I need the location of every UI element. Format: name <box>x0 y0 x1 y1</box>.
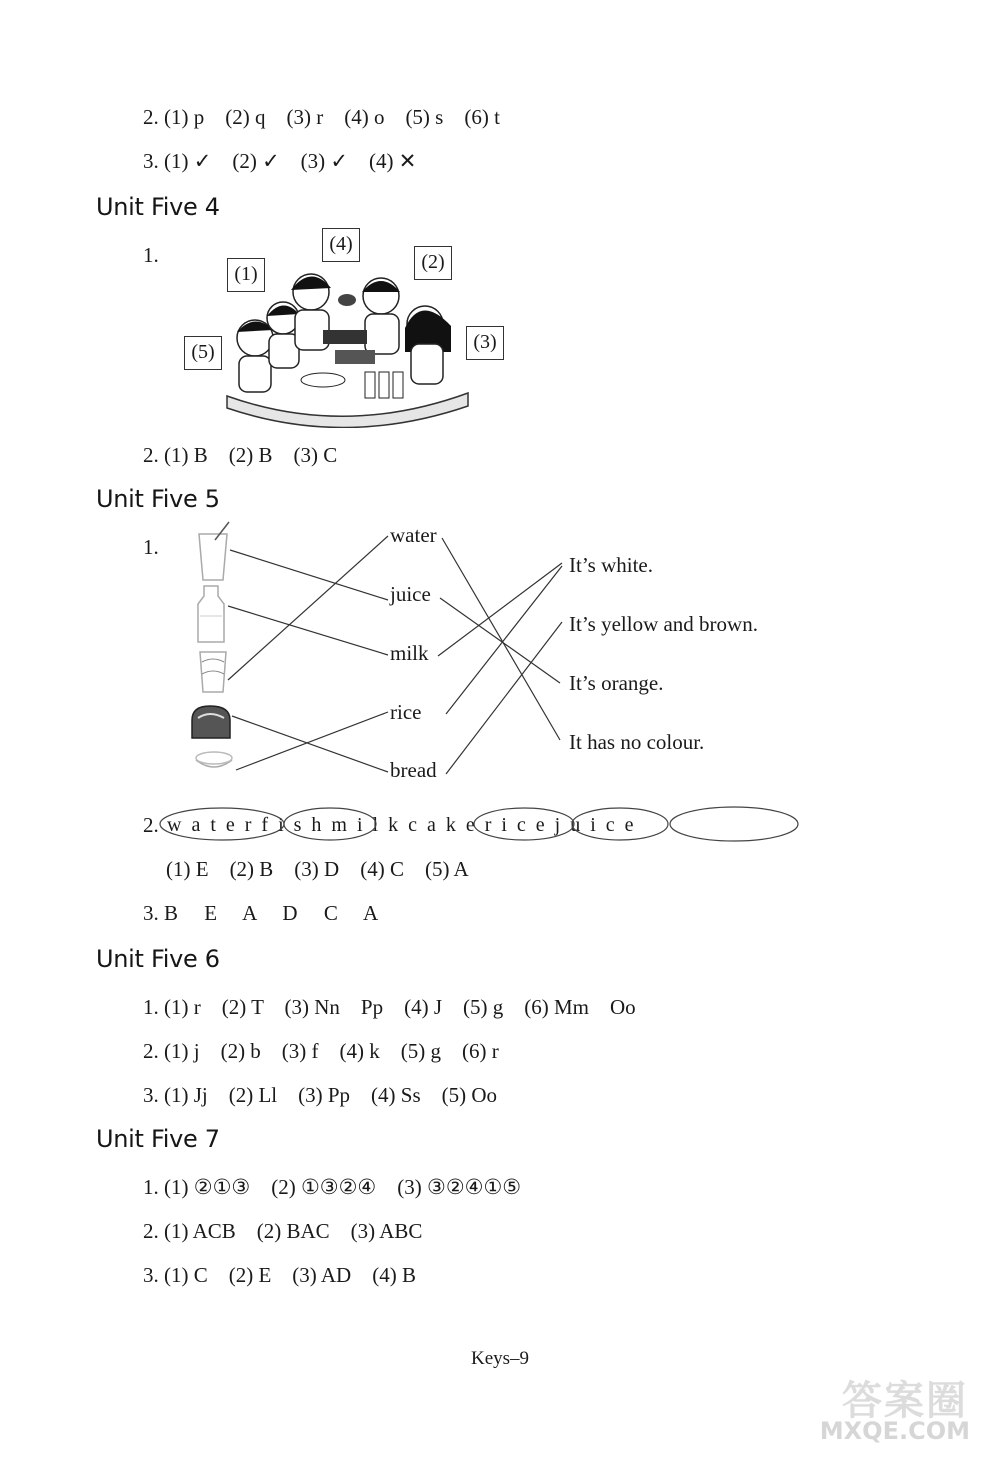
match-word-water: water <box>390 523 437 547</box>
word-search-letters: waterfishmilkcakericejuice <box>167 814 644 836</box>
match-word-milk: milk <box>390 641 429 665</box>
match-description-orange: It’s orange. <box>569 671 664 695</box>
unit-five-4-heading: Unit Five 4 <box>96 193 220 221</box>
unit6-q2: 2. (1) j (2) b (3) f (4) k (5) g (6) r <box>143 1039 499 1063</box>
unit5-q1-number: 1. <box>143 535 159 559</box>
watermark-brand: 答案圈 <box>842 1378 968 1424</box>
unit5-q2-number: 2. <box>143 813 159 837</box>
match-description-white: It’s white. <box>569 553 653 577</box>
watermark-logo <box>776 1369 976 1449</box>
unit5-q3: 3. B E A D C A <box>143 901 379 925</box>
unit7-q2: 2. (1) ACB (2) BAC (3) ABC <box>143 1219 423 1243</box>
answer-line-2: 2. (1) p (2) q (3) r (4) o (5) s (6) t <box>143 105 500 129</box>
watermark-site: MXQE.COM <box>819 1417 970 1445</box>
unit-five-7-heading: Unit Five 7 <box>96 1125 220 1153</box>
picture-label-4: (4) <box>322 228 360 262</box>
unit5-q2-answers: (1) E (2) B (3) D (4) C (5) A <box>166 857 469 881</box>
unit4-q2: 2. (1) B (2) B (3) C <box>143 443 338 467</box>
unit-five-6-heading: Unit Five 6 <box>96 945 220 973</box>
picture-label-3: (3) <box>466 326 504 360</box>
picture-label-2: (2) <box>414 246 452 280</box>
unit-five-5-heading: Unit Five 5 <box>96 485 220 513</box>
unit7-q1: 1. (1) ②①③ (2) ①③②④ (3) ③②④①⑤ <box>143 1175 522 1199</box>
unit6-q3: 3. (1) Jj (2) Ll (3) Pp (4) Ss (5) Oo <box>143 1083 498 1107</box>
unit6-q1: 1. (1) r (2) T (3) Nn Pp (4) J (5) g (6) Mm Oo <box>143 995 636 1019</box>
match-description-yellow-brown: It’s yellow and brown. <box>569 612 758 636</box>
match-word-juice: juice <box>390 582 431 606</box>
match-word-bread: bread <box>390 758 437 782</box>
match-word-rice: rice <box>390 700 422 724</box>
page-number: Keys–9 <box>470 1348 530 1369</box>
answer-line-3: 3. (1) ✓ (2) ✓ (3) ✓ (4) ✕ <box>143 149 417 173</box>
picture-label-5: (5) <box>184 336 222 370</box>
unit4-q1-number: 1. <box>143 243 159 267</box>
unit7-q3: 3. (1) C (2) E (3) AD (4) B <box>143 1263 416 1287</box>
match-description-no-colour: It has no colour. <box>569 730 705 754</box>
picture-label-1: (1) <box>227 258 265 292</box>
